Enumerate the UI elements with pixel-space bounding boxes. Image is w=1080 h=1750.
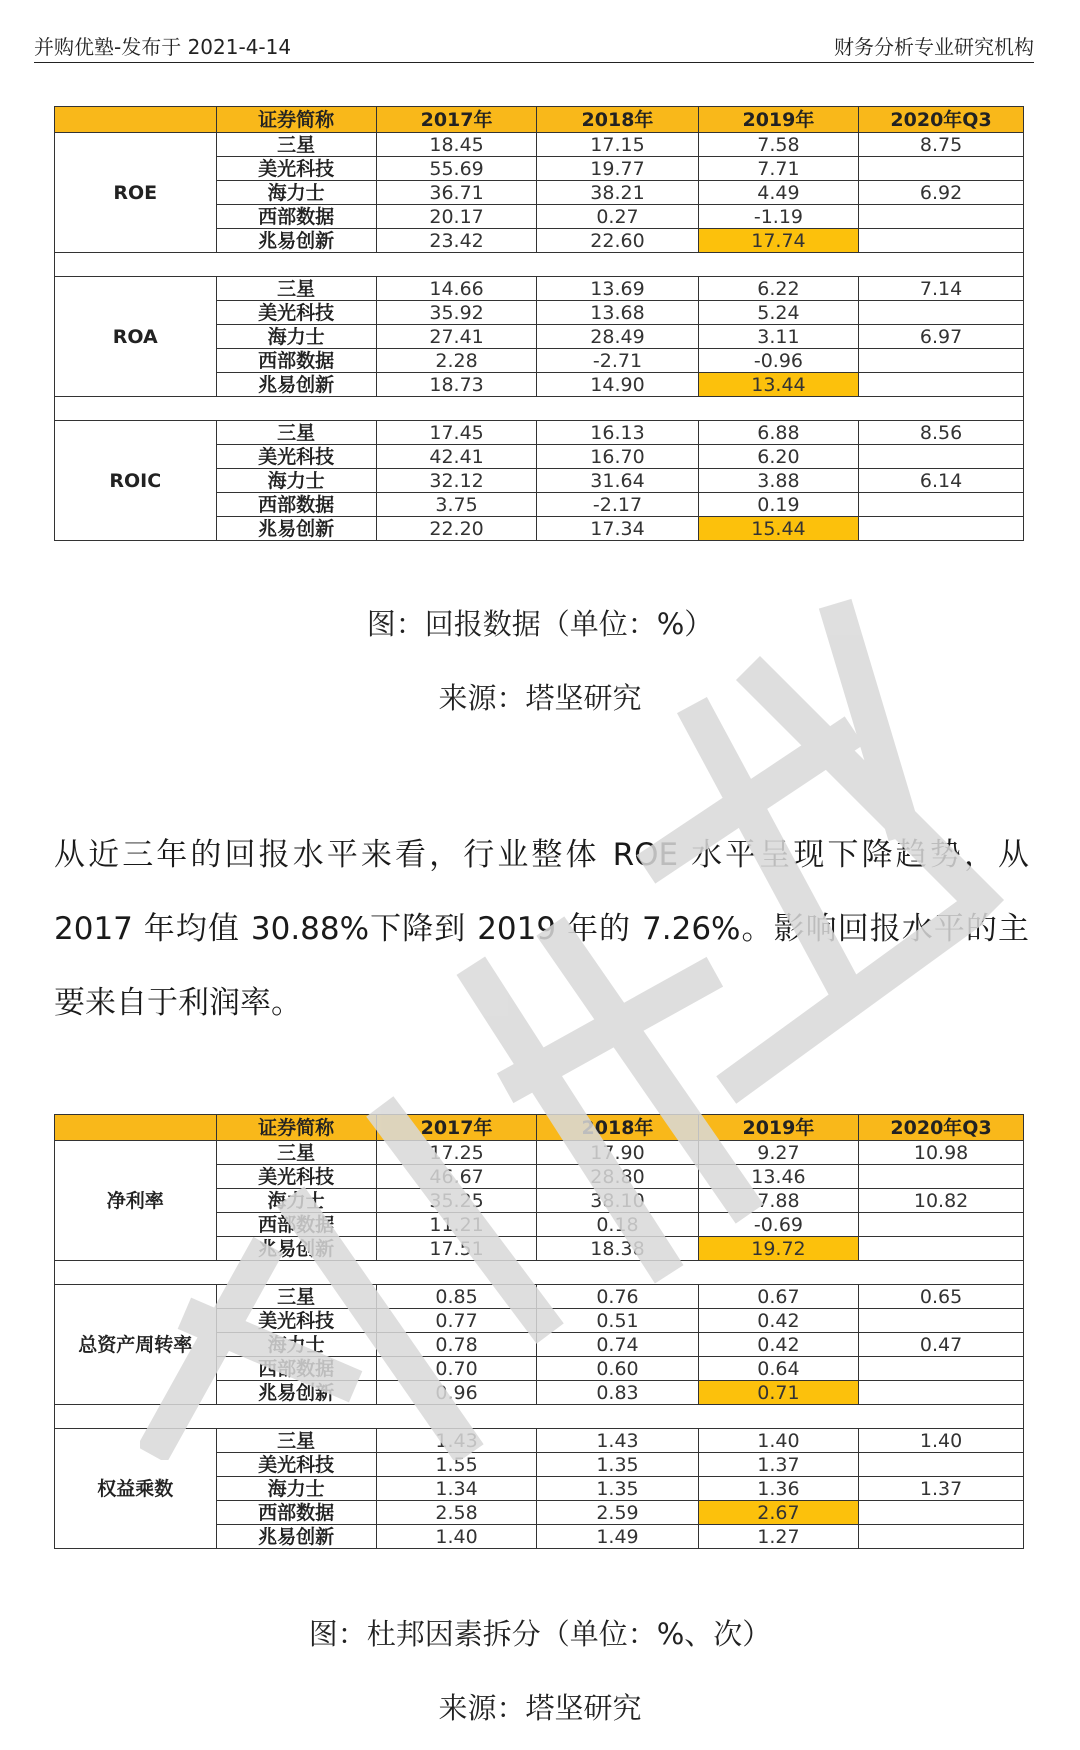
value-cell: 0.74: [537, 1333, 699, 1357]
value-cell: 1.37: [698, 1453, 858, 1477]
value-cell: 1.40: [376, 1525, 536, 1549]
value-cell: 42.41: [376, 445, 536, 469]
header-row: [55, 1115, 1024, 1141]
company-name: 海力士: [216, 1477, 376, 1501]
value-cell: 18.38: [537, 1237, 699, 1261]
metric-group-label: ROIC: [55, 421, 217, 541]
value-cell: [859, 1309, 1024, 1333]
value-cell: 7.88: [698, 1189, 858, 1213]
value-cell: 1.37: [859, 1477, 1024, 1501]
returns-table: [54, 106, 1024, 541]
value-cell: -1.19: [698, 205, 858, 229]
value-cell: 17.90: [537, 1141, 699, 1165]
value-cell: 46.67: [376, 1165, 536, 1189]
company-name: 美光科技: [216, 1453, 376, 1477]
value-cell: 38.10: [537, 1189, 699, 1213]
company-name: 海力士: [216, 181, 376, 205]
value-cell: 1.55: [376, 1453, 536, 1477]
company-name: 西部数据: [216, 493, 376, 517]
company-name: 兆易创新: [216, 1237, 376, 1261]
company-name: 三星: [216, 277, 376, 301]
value-cell: 17.15: [537, 133, 699, 157]
value-cell: 5.24: [698, 301, 858, 325]
value-cell: [859, 493, 1024, 517]
spacer-cell: [55, 397, 1024, 421]
value-cell: 0.71: [698, 1381, 858, 1405]
value-cell: 31.64: [537, 469, 699, 493]
header-row: [55, 107, 1024, 133]
value-cell: 13.44: [698, 373, 858, 397]
header-left: 并购优塾-发布于 2021-4-14: [34, 34, 292, 59]
spacer-cell: [55, 1261, 1024, 1285]
value-cell: 0.42: [698, 1309, 858, 1333]
value-cell: 3.88: [698, 469, 858, 493]
value-cell: 0.19: [698, 493, 858, 517]
source-dupont: 来源：塔坚研究: [438, 1691, 642, 1725]
value-cell: 0.65: [859, 1285, 1024, 1309]
value-cell: 0.96: [376, 1381, 536, 1405]
value-cell: 0.47: [859, 1333, 1024, 1357]
value-cell: 35.25: [376, 1189, 536, 1213]
value-cell: 17.51: [376, 1237, 536, 1261]
value-cell: [859, 1237, 1024, 1261]
company-name: 三星: [216, 1285, 376, 1309]
value-cell: 23.42: [376, 229, 536, 253]
value-cell: 6.14: [859, 469, 1024, 493]
value-cell: 28.80: [537, 1165, 699, 1189]
value-cell: -2.71: [537, 349, 699, 373]
spacer-row: [55, 1261, 1024, 1285]
header-blank: [55, 107, 217, 133]
table-row: [55, 421, 1024, 445]
value-cell: 1.35: [537, 1453, 699, 1477]
value-cell: 18.73: [376, 373, 536, 397]
value-cell: 13.46: [698, 1165, 858, 1189]
column-header: 2017年: [376, 107, 536, 133]
value-cell: 1.34: [376, 1477, 536, 1501]
value-cell: 14.90: [537, 373, 699, 397]
value-cell: 15.44: [698, 517, 858, 541]
company-name: 兆易创新: [216, 229, 376, 253]
company-name: 美光科技: [216, 157, 376, 181]
value-cell: 18.45: [376, 133, 536, 157]
value-cell: 4.49: [698, 181, 858, 205]
company-name: 美光科技: [216, 1309, 376, 1333]
column-header: 2018年: [537, 1115, 699, 1141]
spacer-row: [55, 1405, 1024, 1429]
value-cell: 19.72: [698, 1237, 858, 1261]
value-cell: 35.92: [376, 301, 536, 325]
value-cell: 13.68: [537, 301, 699, 325]
table-row: [55, 1429, 1024, 1453]
value-cell: 32.12: [376, 469, 536, 493]
company-name: 海力士: [216, 1189, 376, 1213]
value-cell: 1.40: [859, 1429, 1024, 1453]
value-cell: [859, 1453, 1024, 1477]
company-name: 西部数据: [216, 1213, 376, 1237]
company-name: 海力士: [216, 1333, 376, 1357]
caption-dupont: 图：杜邦因素拆分（单位：%、次）: [308, 1617, 772, 1651]
value-cell: [859, 517, 1024, 541]
value-cell: [859, 1213, 1024, 1237]
company-name: 西部数据: [216, 205, 376, 229]
value-cell: [859, 301, 1024, 325]
value-cell: 0.67: [698, 1285, 858, 1309]
value-cell: 6.20: [698, 445, 858, 469]
column-header: 2020年Q3: [859, 1115, 1024, 1141]
value-cell: 0.83: [537, 1381, 699, 1405]
value-cell: 10.98: [859, 1141, 1024, 1165]
value-cell: -0.96: [698, 349, 858, 373]
column-header: 2019年: [698, 1115, 858, 1141]
value-cell: 2.59: [537, 1501, 699, 1525]
company-name: 美光科技: [216, 1165, 376, 1189]
value-cell: 6.22: [698, 277, 858, 301]
spacer-row: [55, 253, 1024, 277]
value-cell: 6.92: [859, 181, 1024, 205]
metric-group-label: 权益乘数: [55, 1429, 217, 1549]
value-cell: 1.40: [698, 1429, 858, 1453]
value-cell: 27.41: [376, 325, 536, 349]
dupont-table: [54, 1114, 1024, 1549]
value-cell: [859, 1525, 1024, 1549]
value-cell: 2.58: [376, 1501, 536, 1525]
value-cell: 1.27: [698, 1525, 858, 1549]
value-cell: 0.78: [376, 1333, 536, 1357]
company-name: 海力士: [216, 325, 376, 349]
value-cell: 17.45: [376, 421, 536, 445]
value-cell: [859, 445, 1024, 469]
spacer-cell: [55, 1405, 1024, 1429]
value-cell: 16.13: [537, 421, 699, 445]
value-cell: [859, 205, 1024, 229]
company-name: 兆易创新: [216, 1525, 376, 1549]
value-cell: 6.97: [859, 325, 1024, 349]
caption-returns: 图：回报数据（单位：%）: [366, 607, 714, 641]
value-cell: 13.69: [537, 277, 699, 301]
value-cell: 0.64: [698, 1357, 858, 1381]
value-cell: 1.43: [537, 1429, 699, 1453]
table-row: [55, 133, 1024, 157]
value-cell: 22.20: [376, 517, 536, 541]
value-cell: 0.76: [537, 1285, 699, 1309]
value-cell: 38.21: [537, 181, 699, 205]
company-name: 三星: [216, 1141, 376, 1165]
value-cell: 1.36: [698, 1477, 858, 1501]
column-header: 2018年: [537, 107, 699, 133]
value-cell: 17.25: [376, 1141, 536, 1165]
company-name: 三星: [216, 421, 376, 445]
spacer-cell: [55, 253, 1024, 277]
value-cell: 36.71: [376, 181, 536, 205]
value-cell: 17.74: [698, 229, 858, 253]
value-cell: 9.27: [698, 1141, 858, 1165]
table-row: [55, 277, 1024, 301]
source-returns: 来源：塔坚研究: [438, 681, 642, 715]
metric-group-label: 总资产周转率: [55, 1285, 217, 1405]
company-name: 美光科技: [216, 301, 376, 325]
value-cell: 0.70: [376, 1357, 536, 1381]
company-name: 西部数据: [216, 1501, 376, 1525]
value-cell: 7.14: [859, 277, 1024, 301]
body-paragraph: 从近三年的回报水平来看，行业整体 ROE 水平呈现下降趋势，从 2017 年均值 30.88%下降到 2019 年的 7.26%。影响回报水平的主要来自于利润率。: [54, 837, 1029, 1021]
column-header: 2019年: [698, 107, 858, 133]
metric-group-label: ROA: [55, 277, 217, 397]
value-cell: 1.35: [537, 1477, 699, 1501]
header-right: 财务分析专业研究机构: [834, 34, 1034, 59]
value-cell: 11.21: [376, 1213, 536, 1237]
value-cell: [859, 373, 1024, 397]
spacer-row: [55, 397, 1024, 421]
value-cell: 3.75: [376, 493, 536, 517]
value-cell: [859, 1165, 1024, 1189]
company-name: 兆易创新: [216, 1381, 376, 1405]
column-header: 2017年: [376, 1115, 536, 1141]
column-header: 证券简称: [216, 1115, 376, 1141]
column-header: 2020年Q3: [859, 107, 1024, 133]
company-name: 兆易创新: [216, 373, 376, 397]
value-cell: [859, 1381, 1024, 1405]
value-cell: 10.82: [859, 1189, 1024, 1213]
value-cell: -0.69: [698, 1213, 858, 1237]
value-cell: 20.17: [376, 205, 536, 229]
value-cell: 0.77: [376, 1309, 536, 1333]
header-blank: [55, 1115, 217, 1141]
company-name: 美光科技: [216, 445, 376, 469]
value-cell: 0.18: [537, 1213, 699, 1237]
company-name: 海力士: [216, 469, 376, 493]
value-cell: 2.28: [376, 349, 536, 373]
value-cell: 1.49: [537, 1525, 699, 1549]
value-cell: 0.42: [698, 1333, 858, 1357]
value-cell: 7.58: [698, 133, 858, 157]
value-cell: 0.27: [537, 205, 699, 229]
value-cell: 16.70: [537, 445, 699, 469]
value-cell: 2.67: [698, 1501, 858, 1525]
column-header: 证券简称: [216, 107, 376, 133]
value-cell: 7.71: [698, 157, 858, 181]
metric-group-label: 净利率: [55, 1141, 217, 1261]
value-cell: [859, 229, 1024, 253]
company-name: 西部数据: [216, 349, 376, 373]
value-cell: 14.66: [376, 277, 536, 301]
value-cell: [859, 157, 1024, 181]
company-name: 三星: [216, 1429, 376, 1453]
company-name: 三星: [216, 133, 376, 157]
value-cell: 8.75: [859, 133, 1024, 157]
value-cell: 8.56: [859, 421, 1024, 445]
value-cell: 22.60: [537, 229, 699, 253]
table-row: [55, 1141, 1024, 1165]
company-name: 西部数据: [216, 1357, 376, 1381]
value-cell: 6.88: [698, 421, 858, 445]
company-name: 兆易创新: [216, 517, 376, 541]
value-cell: 0.85: [376, 1285, 536, 1309]
value-cell: 55.69: [376, 157, 536, 181]
value-cell: [859, 349, 1024, 373]
value-cell: 3.11: [698, 325, 858, 349]
value-cell: -2.17: [537, 493, 699, 517]
value-cell: 0.51: [537, 1309, 699, 1333]
table-row: [55, 1285, 1024, 1309]
value-cell: 19.77: [537, 157, 699, 181]
value-cell: 0.60: [537, 1357, 699, 1381]
metric-group-label: ROE: [55, 133, 217, 253]
value-cell: [859, 1357, 1024, 1381]
value-cell: [859, 1501, 1024, 1525]
value-cell: 28.49: [537, 325, 699, 349]
page-header: [34, 28, 1034, 63]
value-cell: 17.34: [537, 517, 699, 541]
value-cell: 1.43: [376, 1429, 536, 1453]
